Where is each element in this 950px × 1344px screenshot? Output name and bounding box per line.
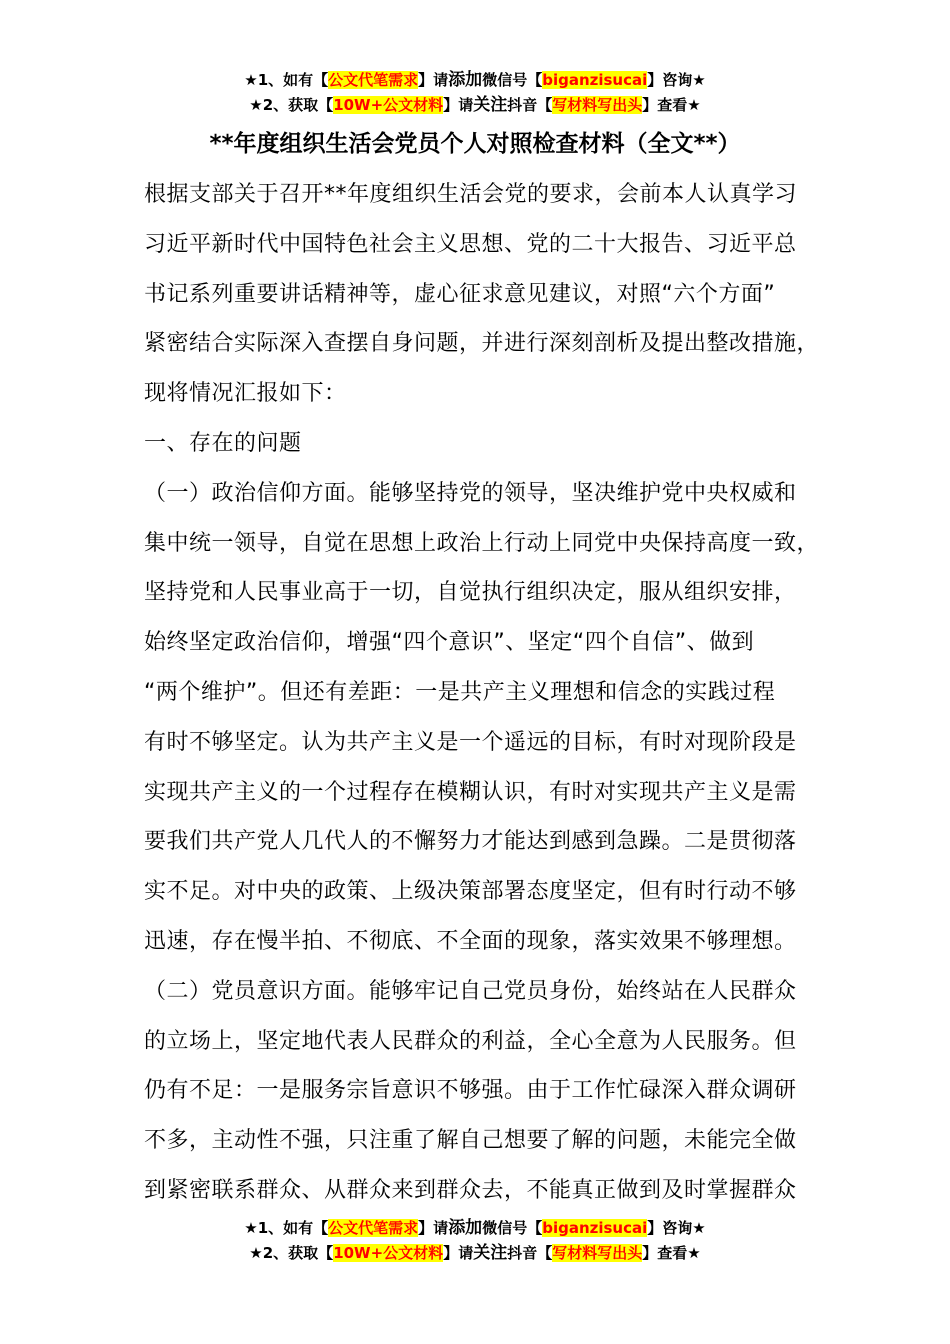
highlight-wechat-id: biganzisucai [542,1219,648,1237]
banner-text: ★2、获取【 [249,96,334,114]
banner-text: 】咨询★ [647,1219,706,1237]
text-line: （一）政治信仰方面。能够坚持党的领导，坚决维护党中央权威和 [144,480,797,506]
text-line: 实不足。对中央的政策、上级决策部署态度坚定，但有时行动不够 [144,879,797,905]
banner-line-1 [0,1216,950,1241]
banner-text: 】查看★ [642,1244,701,1262]
text-line: （二）党员意识方面。能够牢记自己党员身份，始终站在人民群众 [144,978,797,1004]
text-line: 根据支部关于召开**年度组织生活会党的要求，会前本人认真学习 [144,182,798,207]
highlight-account: 写材料写出头 [552,96,643,114]
text-line: 坚持党和人民事业高于一切，自觉执行组织决定，服从组织安排， [144,580,797,606]
banner-line-2 [0,93,950,118]
text-line: “两个维护”。但还有差距：一是共产主义理想和信念的实践过程 [144,679,776,705]
section-heading: 一、存在的问题 [144,430,302,456]
text-line: 不多，主动性不强，只注重了解自己想要了解的问题，未能完全做 [144,1128,797,1154]
banner-text: 抖音【 [507,1244,553,1262]
text-line: 实现共产主义的一个过程存在模糊认识，有时对实现共产主义是需 [144,779,797,805]
highlight-service: 公文代笔需求 [328,1219,419,1237]
text-line: 的立场上，坚定地代表人民群众的利益，全心全意为人民服务。但 [144,1028,797,1054]
banner-text: 微信号【 [482,1219,543,1237]
banner-text: 】查看★ [642,96,701,114]
text-line: 到紧密联系群众、从群众来到群众去，不能真正做到及时掌握群众 [144,1177,797,1203]
document-body [144,170,844,1216]
banner-text: ★1、如有【 [244,71,329,89]
highlight-wechat-id: biganzisucai [542,71,648,89]
text-line: 始终坚定政治信仰，增强“四个意识”、坚定“四个自信”、做到 [144,630,755,656]
highlight-materials: 10W+公文材料 [333,1244,444,1262]
banner-emphasis: 添加 [448,70,483,90]
text-line: 仍有不足：一是服务宗旨意识不够强。由于工作忙碌深入群众调研 [144,1078,797,1104]
text-line: 书记系列重要讲话精神等，虚心征求意见建议，对照“六个方面” [144,281,776,307]
banner-emphasis: 关注 [473,1243,508,1263]
text-line: 集中统一领导，自觉在思想上政治上行动上同党中央保持高度一致， [144,530,820,556]
banner-emphasis: 关注 [473,95,508,115]
banner-text: ★1、如有【 [244,1219,329,1237]
highlight-materials: 10W+公文材料 [333,96,444,114]
text-line: 现将情况汇报如下： [144,381,347,407]
text-line: 要我们共产党人几代人的不懈努力才能达到感到急躁。二是贯彻落 [144,829,797,855]
banner-line-2 [0,1241,950,1266]
banner-line-1 [0,68,950,93]
highlight-service: 公文代笔需求 [328,71,419,89]
text-line: 迅速，存在慢半拍、不彻底、不全面的现象，落实效果不够理想。 [144,928,797,954]
footer-banner [0,1216,950,1266]
banner-text: 】请 [418,1219,449,1237]
document-title: **年度组织生活会党员个人对照检查材料（全文**） [209,131,741,157]
banner-text: 】请 [443,1244,474,1262]
banner-text: ★2、获取【 [249,1244,334,1262]
text-line: 习近平新时代中国特色社会主义思想、党的二十大报告、习近平总 [144,231,797,257]
banner-text: 】请 [418,71,449,89]
banner-text: 】咨询★ [647,71,706,89]
header-banner [0,68,950,118]
banner-text: 】请 [443,96,474,114]
banner-emphasis: 添加 [448,1218,483,1238]
banner-text: 抖音【 [507,96,553,114]
banner-text: 微信号【 [482,71,543,89]
highlight-account: 写材料写出头 [552,1244,643,1262]
text-line: 有时不够坚定。认为共产主义是一个遥远的目标，有时对现阶段是 [144,729,797,755]
text-line: 紧密结合实际深入查摆自身问题，并进行深刻剖析及提出整改措施， [144,331,820,357]
